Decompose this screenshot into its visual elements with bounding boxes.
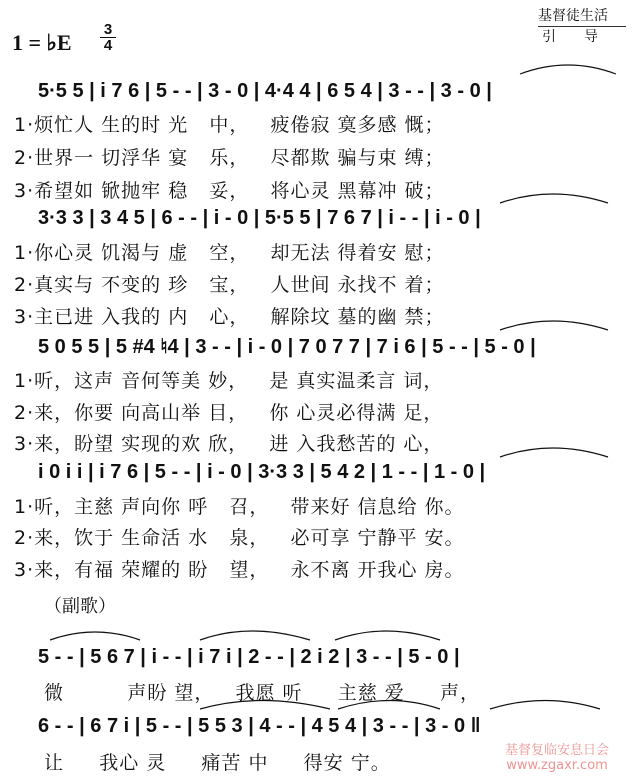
tie-arc (335, 631, 440, 640)
watermark-title: 基督复临安息日会 (505, 743, 610, 758)
chorus-2-lyric: 让 我心 灵 痛苦 中 得安 宁。 (44, 752, 391, 774)
system-3-lyric-3: 3·来，盼望 实现的欢 欣， 进 入我愁苦的 心， (14, 433, 444, 455)
tie-arc (338, 701, 440, 710)
tie-arc (520, 65, 616, 74)
system-3-lyric-1: 1·听，这声 音何等美 妙， 是 真实温柔言 词， (14, 370, 444, 392)
tie-arc (200, 701, 330, 710)
meter-numerator: 3 (100, 22, 116, 38)
tie-arc (500, 321, 608, 330)
system-4-notes: i 0 i i | i 7 6 | 5 - - | i - 0 | 3·3 3 | 5 4 2 | 1 - - | 1 - 0 | (38, 461, 486, 483)
system-1-notes: 5·5 5 | i 7 6 | 5 - - | 3 - 0 | 4·4 4 | 6 5 4 | 3 - - | 3 - 0 | (38, 80, 492, 102)
chorus-label: （副歌） (44, 596, 116, 617)
system-2-lyric-1: 1·你心灵 饥渴与 虚 空， 却无法 得着安 慰； (14, 242, 445, 264)
tie-arc (500, 194, 608, 203)
system-4-lyric-3: 3·来，有福 荣耀的 盼 望， 永不离 开我心 房。 (14, 559, 465, 581)
chorus-2-notes: 6 - - | 6 7 i | 5 - - | 5 5 3 | 4 - - | 4 5 4 | 3 - - | 3 - 0 ‖ (38, 715, 481, 737)
key-signature: 1 = ♭E (12, 30, 72, 55)
chorus-1-notes: 5 - - | 5 6 7 | i - - | i 7 i | 2 - - | 2 i 2 | 3 - - | 5 - 0 | (38, 646, 460, 668)
watermark-url: www.zgaxr.com (506, 758, 608, 773)
credit-source: 基督徒生活 (538, 6, 626, 27)
watermark (505, 743, 609, 773)
system-2-notes: 3·3 3 | 3 4 5 | 6 - - | i - 0 | 5·5 5 | 7 6 7 | i - - | i - 0 | (38, 207, 481, 229)
system-1-lyric-3: 3·希望如 锨抛牢 稳 妥， 将心灵 黑幕冲 破； (14, 180, 445, 202)
system-3-lyric-2: 2·来，你要 向高山举 目， 你 心灵必得满 足， (14, 402, 444, 424)
system-2-lyric-2: 2·真实与 不变的 珍 宝， 人世间 永找不 着； (14, 274, 445, 296)
chorus-1-lyric: 微 声盼 望， 我愿 听 主慈 爱 声， (44, 682, 480, 704)
tie-arc (200, 631, 310, 640)
system-2-lyric-3: 3·主已进 入我的 内 心， 解除坟 墓的幽 禁； (14, 306, 445, 328)
system-3-notes: 5 0 5 5 | 5 #4 ♮4 | 3 - - | i - 0 | 7 0 7 7 | 7 i 6 | 5 - - | 5 - 0 | (38, 336, 536, 358)
system-1-lyric-2: 2·世界一 切浮华 宴 乐， 尽都欺 骗与束 缚； (14, 147, 445, 169)
system-1-lyric-1: 1·烦忙人 生的时 光 中， 疲倦寂 寞多感 慨； (14, 114, 445, 136)
system-4-lyric-2: 2·来，饮于 生命活 水 泉， 必可享 宁静平 安。 (14, 527, 465, 549)
system-4-lyric-1: 1·听，主慈 声向你 呼 召， 带来好 信息给 你。 (14, 496, 465, 518)
tie-arc (490, 701, 600, 710)
tie-arc (500, 448, 608, 457)
credit-author: 引导 (542, 29, 626, 45)
tie-arc (50, 632, 140, 640)
meter-denominator: 4 (103, 37, 113, 54)
